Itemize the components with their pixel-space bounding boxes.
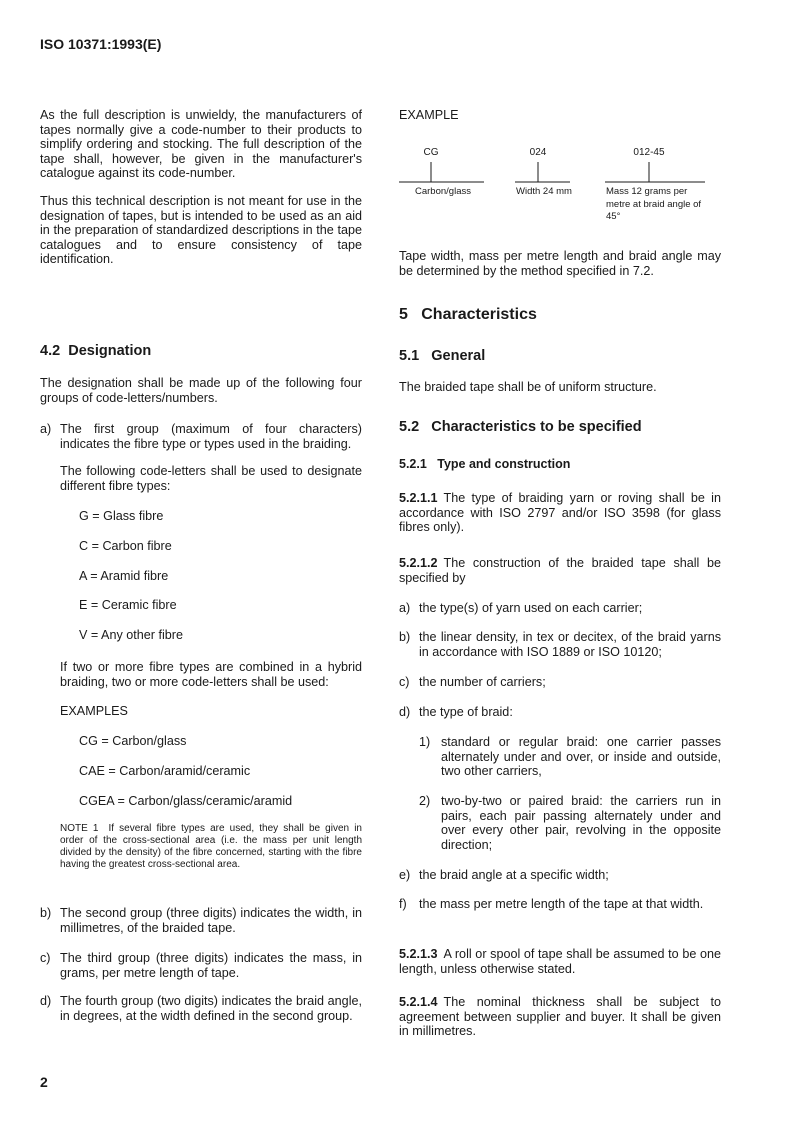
list-item-c	[40, 951, 362, 980]
list-label: a)	[399, 601, 411, 615]
clause-number: 5.2.1.4	[399, 995, 438, 1009]
document-header: ISO 10371:1993(E)	[40, 36, 162, 52]
list-label: d)	[40, 994, 52, 1008]
sublist-label: 1)	[419, 735, 431, 749]
clause-5-2-1-3	[399, 947, 721, 976]
designation-example-diagram	[399, 146, 721, 236]
list-text: The first group (maximum of four characters) indicates the fibre type or types used in the braiding.	[60, 422, 362, 451]
code-mass-angle-group: 012-45	[633, 147, 665, 158]
note-text: If several fibre types are used, they shall be given in order of the cross-sectional area (i.e. the mass per unit length divided by the density) of the fibre concerned, starting with the fibre having the greatest cross-sectional area.	[60, 823, 362, 870]
construction-item-f	[399, 897, 721, 912]
fibre-code-a: A = Aramid fibre	[79, 569, 169, 583]
list-text: the linear density, in tex or decitex, of the braid yarns in accordance with ISO 1889 or ISO 10120;	[419, 630, 721, 659]
fibre-code-g: G = Glass fibre	[79, 509, 164, 523]
list-text: the braid angle at a specific width;	[419, 868, 609, 882]
list-label: c)	[399, 675, 410, 689]
section-5-2-1-heading	[399, 457, 721, 472]
construction-item-e	[399, 868, 721, 883]
list-text: The fourth group (two digits) indicates the braid angle, in degrees, at the width defined in the second group.	[60, 994, 362, 1023]
section-title: Type and construction	[437, 457, 571, 471]
section-title: Characteristics	[421, 306, 537, 323]
section-4-2-heading	[40, 344, 362, 359]
list-item-b	[40, 906, 362, 935]
fibre-code-e: E = Ceramic fibre	[79, 598, 177, 612]
clause-number: 5.2.1.1	[399, 491, 438, 505]
example-heading: EXAMPLE	[399, 108, 459, 122]
list-label: a)	[40, 422, 52, 436]
clause-text: The type of braiding yarn or roving shall be in accordance with ISO 2797 and/or ISO 3598 (for glass fibres only).	[399, 491, 721, 535]
note-1	[60, 823, 362, 871]
label-fibre: Carbon/glass	[415, 186, 471, 197]
sublist-text: two-by-two or paired braid: the carriers run in pairs, each pair passing alternately under and over every other pair, revolving in the opposite direction;	[441, 794, 721, 852]
list-text: the type of braid:	[419, 705, 513, 719]
construction-item-d	[399, 705, 721, 720]
clause-number: 5.2.1.2	[399, 556, 438, 570]
list-text: the mass per metre length of the tape at that width.	[419, 897, 704, 911]
clause-5-2-1-1	[399, 491, 721, 535]
example-cae: CAE = Carbon/aramid/ceramic	[79, 764, 251, 778]
sublist-label: 2)	[419, 794, 431, 808]
section-title: General	[431, 348, 486, 364]
section-title: Characteristics to be specified	[431, 419, 642, 435]
list-label: c)	[40, 951, 51, 965]
construction-item-a	[399, 601, 721, 616]
list-item-a	[40, 422, 362, 451]
list-item-d	[40, 994, 362, 1023]
example-cgea: CGEA = Carbon/glass/ceramic/aramid	[79, 794, 293, 808]
clause-text: A roll or spool of tape shall be assumed to be one length, unless otherwise stated.	[399, 947, 721, 976]
hybrid-paragraph: If two or more fibre types are combined in a hybrid braiding, two or more code-letters shall be used:	[60, 660, 362, 689]
section-number: 5	[399, 306, 408, 323]
section-number: 5.2.1	[399, 457, 427, 471]
general-paragraph: The braided tape shall be of uniform structure.	[399, 380, 657, 394]
section-5-heading	[399, 308, 721, 323]
list-text: The second group (three digits) indicates the width, in millimetres, of the braided tape.	[60, 906, 362, 935]
page-number: 2	[40, 1074, 48, 1090]
label-width: Width 24 mm	[516, 186, 572, 197]
list-text: the number of carriers;	[419, 675, 546, 689]
clause-number: 5.2.1.3	[399, 947, 438, 961]
braid-type-1	[419, 735, 721, 779]
construction-item-b	[399, 630, 721, 659]
construction-item-c	[399, 675, 721, 690]
list-text: The third group (three digits) indicates the mass, in grams, per metre length of tape.	[60, 951, 362, 980]
section-number: 5.1	[399, 348, 420, 364]
fibre-code-v: V = Any other fibre	[79, 628, 183, 642]
tape-width-paragraph: Tape width, mass per metre length and braid angle may be determined by the method specified in 7.2.	[399, 249, 721, 278]
section-5-2-heading	[399, 420, 721, 435]
examples-heading: EXAMPLES	[60, 704, 128, 718]
intro-paragraph-2: Thus this technical description is not meant for use in the designation of tapes, but is intended to be used as an aid in the preparation of standardized descriptions in the tape catalogues and to ensure consistency of tape identification.	[40, 194, 362, 267]
code-fibre-group: CG	[423, 147, 439, 158]
list-label: e)	[399, 868, 411, 882]
section-number: 4.2	[40, 343, 61, 359]
intro-paragraph-1: As the full description is unwieldy, the manufacturers of tapes normally give a code-number to their products to simplify ordering and stocking. The full description of the tape shall, however, be given in the manufacturer's catalogue against its code-number.	[40, 108, 362, 181]
code-width-group: 024	[529, 147, 547, 158]
section-5-1-heading	[399, 349, 721, 364]
sublist-text: standard or regular braid: one carrier passes alternately under and over, or inside and outside, two other carriers,	[441, 735, 721, 779]
label-mass-angle: Mass 12 grams per metre at braid angle of 45°	[606, 186, 702, 222]
list-text: the type(s) of yarn used on each carrier;	[419, 601, 643, 615]
designation-intro: The designation shall be made up of the following four groups of code-letters/numbers.	[40, 376, 362, 405]
list-label: f)	[399, 897, 407, 911]
clause-5-2-1-2	[399, 556, 721, 585]
clause-text: The nominal thickness shall be subject to agreement between supplier and buyer. It shall be given in millimetres.	[399, 995, 721, 1039]
item-a-paragraph-2: The following code-letters shall be used to designate different fibre types:	[60, 464, 362, 493]
clause-5-2-1-4	[399, 995, 721, 1039]
clause-text: The construction of the braided tape shall be specified by	[399, 556, 721, 585]
list-label: d)	[399, 705, 411, 719]
list-label: b)	[399, 630, 411, 644]
section-title: Designation	[68, 343, 152, 359]
note-label: NOTE 1	[60, 823, 99, 834]
list-label: b)	[40, 906, 52, 920]
braid-type-2	[419, 794, 721, 852]
fibre-code-c: C = Carbon fibre	[79, 539, 172, 553]
example-cg: CG = Carbon/glass	[79, 734, 187, 748]
section-number: 5.2	[399, 419, 420, 435]
